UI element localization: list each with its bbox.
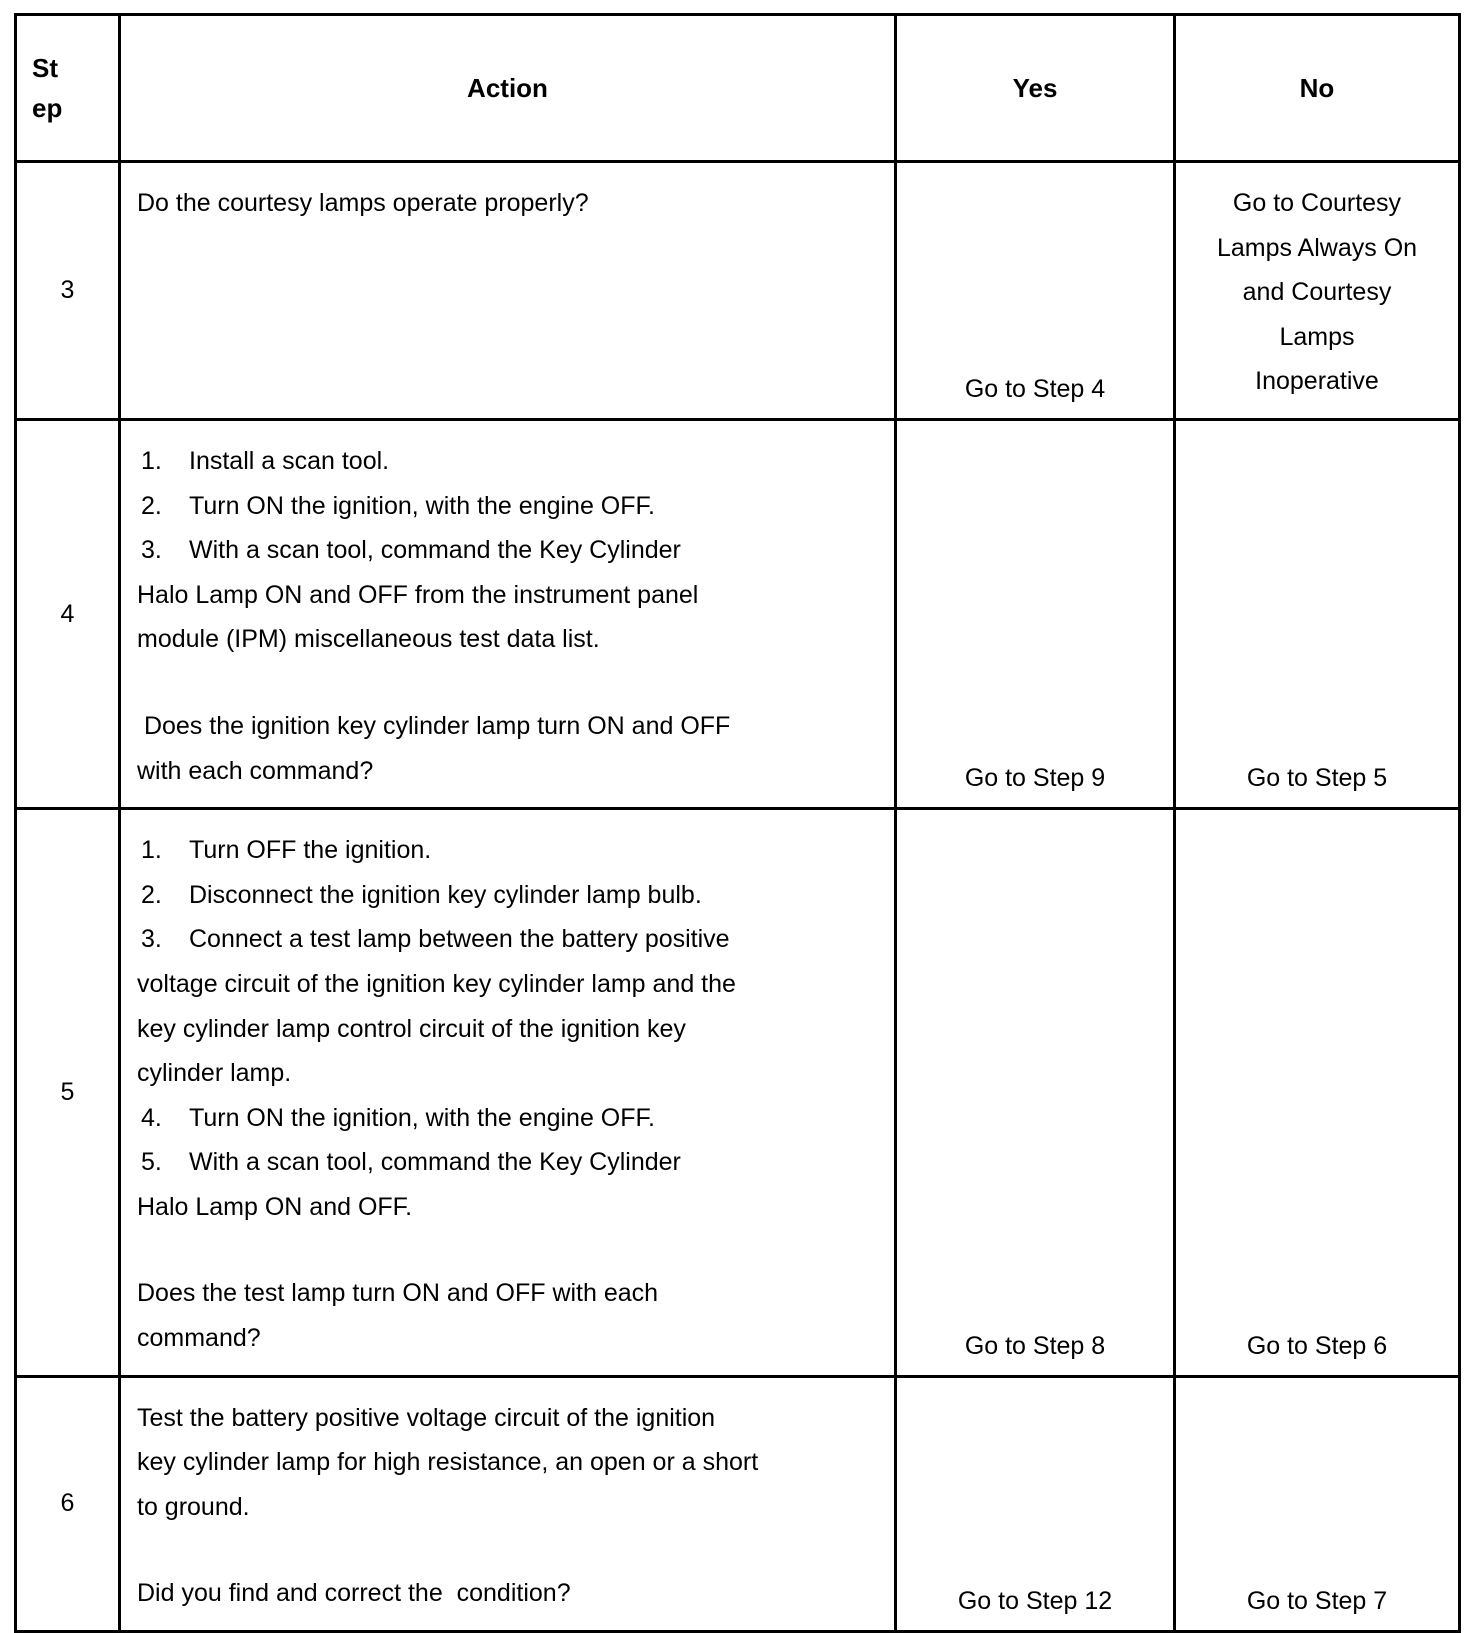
header-row xyxy=(16,15,1460,162)
question-text: Does the test lamp turn ON and OFF with each xyxy=(137,1279,659,1308)
list-item: 2. Turn ON the ignition, with the engine OFF. xyxy=(141,491,655,520)
header-step: St ep xyxy=(16,15,120,162)
list-item: 3. Connect a test lamp between the battery positive xyxy=(141,925,730,954)
list-item: 1. Turn OFF the ignition. xyxy=(141,836,432,865)
action-text: Do the courtesy lamps operate properly? xyxy=(137,189,589,217)
action-cell xyxy=(120,809,896,1377)
question-text: Did you find and correct the condition? xyxy=(137,1579,571,1608)
no-cell: Go to Courtesy Lamps Always On and Courtesy Lamps Inoperative xyxy=(1175,162,1460,420)
action-text: key cylinder lamp for high resistance, an open or a short xyxy=(137,1448,759,1477)
action-text: to ground. xyxy=(137,1492,250,1521)
action-text: module (IPM) miscellaneous test data list. xyxy=(137,625,600,654)
question-text: command? xyxy=(137,1324,261,1353)
diagnostic-table xyxy=(14,13,1461,1633)
yes-cell: Go to Step 8 xyxy=(896,809,1175,1377)
table-row xyxy=(16,809,1460,1377)
table-row xyxy=(16,1376,1460,1631)
header-yes: Yes xyxy=(896,15,1175,162)
table-row xyxy=(16,419,1460,808)
list-item: 1. Install a scan tool. xyxy=(141,446,390,475)
action-text: key cylinder lamp control circuit of the ignition key xyxy=(137,1014,686,1043)
no-cell: Go to Step 6 xyxy=(1175,809,1460,1377)
action-cell xyxy=(120,419,896,808)
header-no: No xyxy=(1175,15,1460,162)
yes-cell: Go to Step 12 xyxy=(896,1376,1175,1631)
action-cell xyxy=(120,1376,896,1631)
action-text: Test the battery positive voltage circuit of the ignition xyxy=(137,1403,716,1432)
action-cell xyxy=(120,162,896,420)
action-text: Halo Lamp ON and OFF from the instrument panel xyxy=(137,580,699,609)
step-number: 4 xyxy=(16,419,120,808)
no-cell: Go to Step 5 xyxy=(1175,419,1460,808)
table-row xyxy=(16,162,1460,420)
header-action: Action xyxy=(120,15,896,162)
step-number: 3 xyxy=(16,162,120,420)
yes-cell: Go to Step 9 xyxy=(896,419,1175,808)
step-number: 6 xyxy=(16,1376,120,1631)
list-item: 5. With a scan tool, command the Key Cylinder xyxy=(141,1148,681,1177)
yes-cell: Go to Step 4 xyxy=(896,162,1175,420)
action-text: cylinder lamp. xyxy=(137,1059,292,1088)
action-text: voltage circuit of the ignition key cylinder lamp and the xyxy=(137,969,736,998)
list-item: 3. With a scan tool, command the Key Cylinder xyxy=(141,536,681,565)
list-item: 4. Turn ON the ignition, with the engine OFF. xyxy=(141,1103,655,1132)
no-cell: Go to Step 7 xyxy=(1175,1376,1460,1631)
question-text: Does the ignition key cylinder lamp turn ON and OFF xyxy=(137,711,731,740)
action-text: Halo Lamp ON and OFF. xyxy=(137,1192,413,1221)
step-number: 5 xyxy=(16,809,120,1377)
question-text: with each command? xyxy=(137,756,374,785)
list-item: 2. Disconnect the ignition key cylinder lamp bulb. xyxy=(141,880,702,909)
